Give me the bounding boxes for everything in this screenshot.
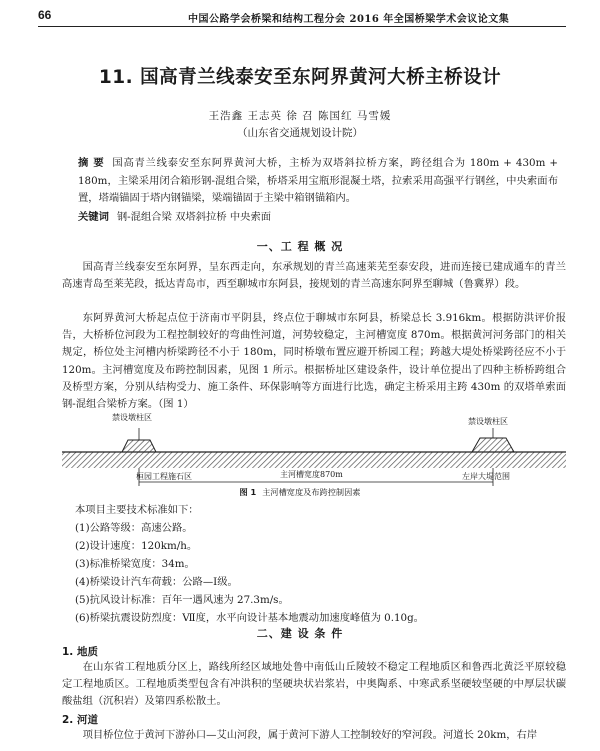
label-no-pier-right: 禁设墩柱区 bbox=[468, 417, 508, 426]
running-title: 中国公路学会桥梁和结构工程分会 2016 年全国桥梁学术会议论文集 bbox=[188, 14, 510, 25]
paragraph: 项目桥位位于黄河下游孙口—艾山河段，属于黄河下游人工控制较好的窄河段。河道长 20km，右岸 bbox=[82, 729, 538, 741]
paragraph: 在山东省工程地质分区上，路线所经区域地处鲁中南低山丘陵较不稳定工程地质区和鲁西北黄泛平原较稳定工程地质区。工程地质类型包含有冲洪积的坚硬块状岩浆岩，中奥陶系、中寒武系坚硬较坚硬的中厚层状碳酸盐组（沉积岩）及第四系松散土。 bbox=[62, 661, 566, 708]
ground-profile bbox=[62, 452, 566, 468]
label-left-bottom: 桓园工程施石区 bbox=[136, 472, 192, 481]
list-item: (6)桥梁抗震设防烈度：Ⅶ度，水平向设计基本地震动加速度峰值为 0.10g。 bbox=[75, 612, 424, 624]
figure-caption bbox=[0, 487, 600, 498]
list-item: (5)抗风设计标准：百年一遇风速为 27.3m/s。 bbox=[75, 594, 289, 606]
page-number: 66 bbox=[38, 8, 52, 22]
abstract-label: 摘 要 bbox=[78, 157, 105, 169]
list-item: (1)公路等级：高速公路。 bbox=[75, 522, 193, 534]
author-list: 王浩鑫 王志英 徐 召 陈国红 马雪媛 bbox=[208, 110, 392, 122]
label-right-bottom: 左岸大堤范围 bbox=[462, 472, 510, 481]
abstract bbox=[78, 155, 558, 208]
keywords-text: 钢-混组合梁 双塔斜拉桥 中央索面 bbox=[116, 211, 272, 223]
list-item: (3)标准桥梁宽度：34m。 bbox=[75, 558, 195, 570]
label-main-channel: 主河槽宽度870m bbox=[280, 470, 343, 479]
standards-intro: 本项目主要技术标准如下： bbox=[75, 504, 199, 516]
right-levee bbox=[472, 438, 514, 452]
paragraph: 东阿界黄河大桥起点位于济南市平阴县，终点位于聊城市东阿县，桥梁总长 3.916km。根据防洪评价报告，大桥桥位河段为工程控制较好的弯曲性河道，河势较稳定，主河槽宽度 870m。根据黄河河务部门的相关规定，桥位处主河槽内桥梁跨径不小于 180m，同时桥墩布置应避开桥园工程；跨越大堤处桥梁跨径应不小于 120m。主河槽宽度及布跨控制因素，见图 1 所示。根据桥址区建设条件，设计单位提出了四种主桥桥跨组合及桥型方案，分别从结构受力、施工条件、环保影响等方面进行比选，确定主桥采用主跨 430m 的双塔单索面钢-混组合梁桥方案。（图 1） bbox=[62, 312, 566, 411]
keywords-label: 关键词 bbox=[78, 211, 109, 223]
affiliation: （山东省交通规划设计院） bbox=[237, 127, 363, 139]
list-item: (4)桥梁设计汽车荷载：公路—Ⅰ级。 bbox=[75, 576, 238, 588]
section-heading-conditions: 二、建 设 条 件 bbox=[256, 627, 344, 640]
subsection-geology: 1. 地质 bbox=[62, 646, 98, 658]
abstract-text: 国高青兰线泰安至东阿界黄河大桥，主桥为双塔斜拉桥方案，跨径组合为 180m + 430m + 180m，主梁采用闭合箱形钢-混组合梁，桥塔采用宝瓶形混凝土塔，拉索采用高强平行钢丝，中央索面布置，塔端锚固于塔内钢锚梁，梁端锚固于主梁中箱钢锚箱内。 bbox=[78, 157, 558, 204]
left-levee bbox=[122, 440, 156, 452]
section-heading-overview: 一、工 程 概 况 bbox=[256, 240, 344, 253]
keywords bbox=[78, 208, 558, 223]
list-item: (2)设计速度：120km/h。 bbox=[75, 540, 198, 552]
running-header bbox=[38, 8, 566, 27]
label-no-pier-left: 禁设墩柱区 bbox=[112, 413, 152, 422]
paragraph: 国高青兰线泰安至东阿界，呈东西走向，东承规划的青兰高速莱芜至泰安段，进而连接已建成通车的青兰高速青岛至莱芜段，抵达青岛市，西至聊城市东阿县，接规划的青兰高速东阿界至聊城（鲁冀界）段。 bbox=[62, 261, 566, 291]
subsection-river: 2. 河道 bbox=[62, 714, 98, 726]
paper-title: 11. 国高青兰线泰安至东阿界黄河大桥主桥设计 bbox=[98, 67, 502, 88]
caption-text: 主河槽宽度及布跨控制因素 bbox=[262, 487, 361, 497]
caption-number: 图 1 bbox=[239, 487, 257, 497]
